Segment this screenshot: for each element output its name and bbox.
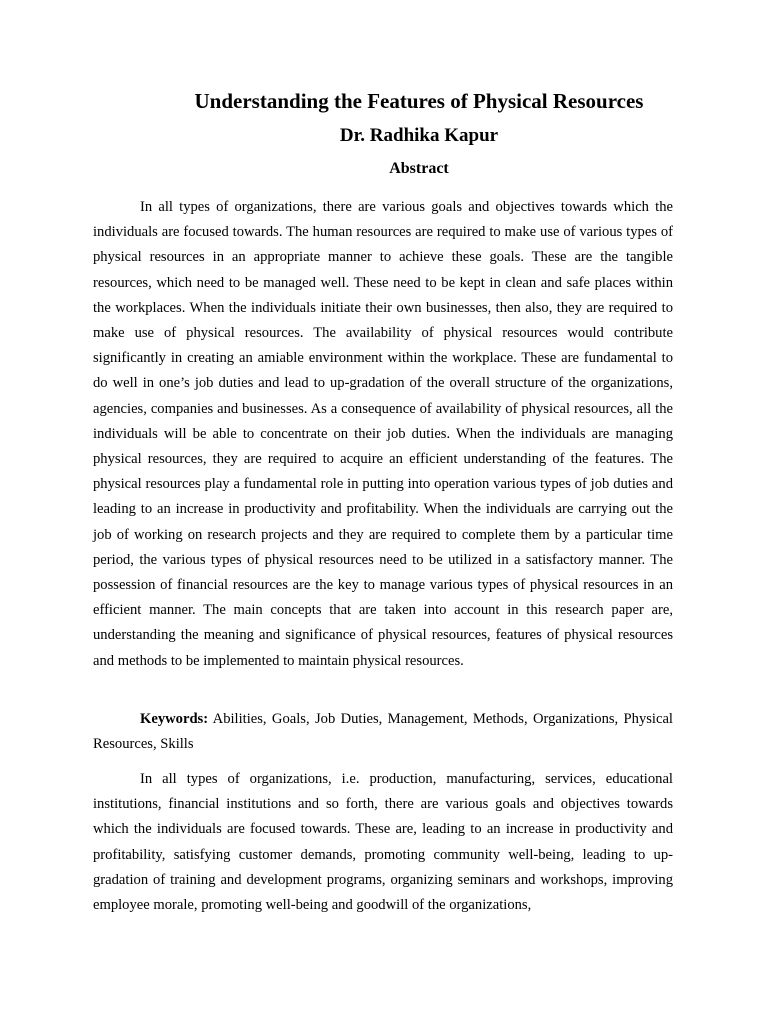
keywords-label: Keywords: (140, 711, 209, 727)
abstract-paragraph: In all types of organizations, there are various goals and objectives towards which the individuals are focused towards. The human resources are required to make use of various types of physical resources in an appropriate manner to achieve these goals. These are the tangible resources, which need to be managed well. These need to be kept in clean and safe places within the workplaces. When the individuals initiate their own businesses, then also, they are required to make use of physical resources. The availability of physical resources would contribute significantly in creating an amiable environment within the workplace. These are fundamental to do well in one’s job duties and lead to up-gradation of the overall structure of the organizations, agencies, companies and businesses. As a consequence of availability of physical resources, all the individuals will be able to concentrate on their job duties. When the individuals are managing physical resources, they are required to acquire an efficient understanding of the features. The physical resources play a fundamental role in putting into operation various types of job duties and leading to an increase in productivity and profitability. When the individuals are carrying out the job of working on research projects and they are required to complete them by a particular time period, the various types of physical resources need to be utilized in a satisfactory manner. The possession of financial resources are the key to manage various types of physical resources in an efficient manner. The main concepts that are taken into account in this research paper are, understanding the meaning and significance of physical resources, features of physical resources and methods to be implemented to maintain physical resources. (93, 199, 673, 669)
intro-paragraph: In all types of organizations, i.e. production, manufacturing, services, educational institutions, financial institutions and so forth, there are various goals and objectives towards which the individuals are focused towards. These are, leading to an increase in productivity and profitability, satisfying customer demands, promoting community well-being, leading to up-gradation of training and development programs, organizing seminars and workshops, improving employee morale, promoting well-being and goodwill of the organizations, (93, 771, 673, 914)
abstract-heading: Abstract (389, 160, 449, 177)
paper-title: Understanding the Features of Physical Resources (194, 89, 644, 113)
keywords-paragraph (93, 707, 673, 757)
keywords-list: Abilities, Goals, Job Duties, Management, Methods, Organizations, Physical Resources, Skills (93, 711, 673, 753)
author-name: Dr. Radhika Kapur (339, 125, 499, 146)
